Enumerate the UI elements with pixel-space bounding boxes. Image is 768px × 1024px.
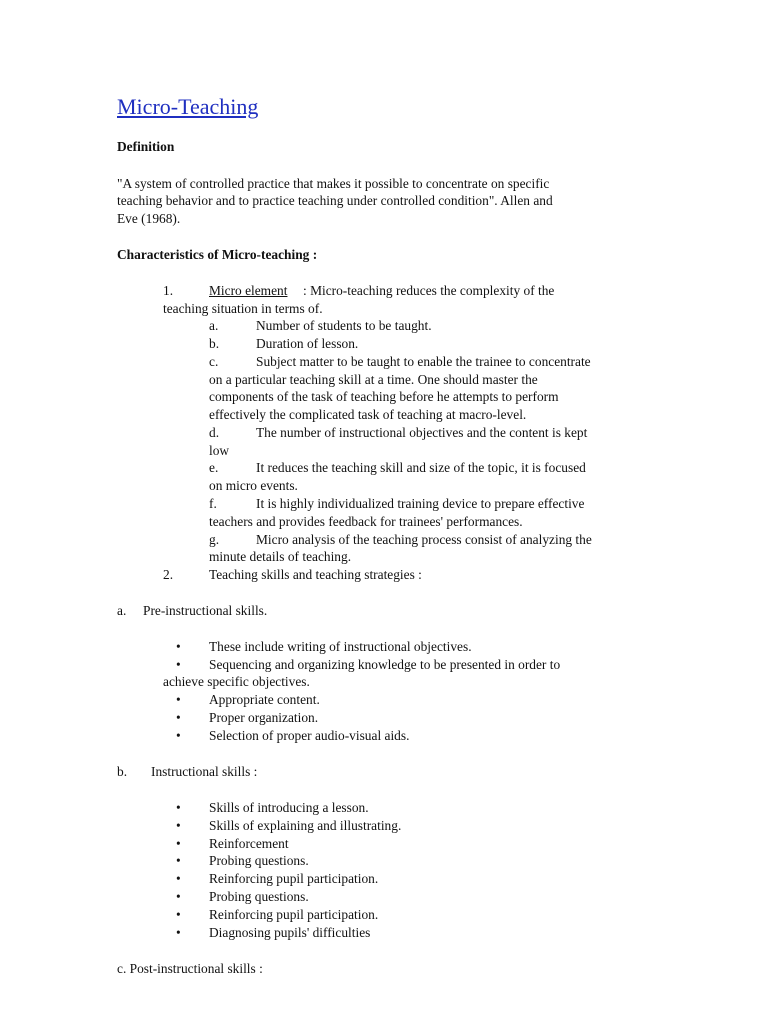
sub-item-text-continued: components of the task of teaching before he attempts to perform	[209, 389, 559, 404]
list-item: Appropriate content.	[209, 692, 320, 707]
characteristics-heading: Characteristics of Micro-teaching :	[117, 247, 318, 262]
bullet-icon: •	[176, 710, 181, 725]
bullet-icon: •	[176, 800, 181, 815]
sub-item-text: Duration of lesson.	[256, 336, 359, 351]
sub-item-text-continued: effectively the complicated task of teaching at macro-level.	[209, 407, 527, 422]
sub-item-text: It reduces the teaching skill and size of the topic, it is focused	[256, 460, 586, 475]
sub-item-letter: b.	[209, 336, 220, 351]
bullet-icon: •	[176, 639, 181, 654]
page-title[interactable]: Micro-Teaching	[117, 94, 259, 119]
section-b-heading: Instructional skills :	[151, 764, 258, 779]
item-1-text-continued: teaching situation in terms of.	[163, 301, 323, 316]
bullet-icon: •	[176, 925, 181, 940]
sub-item-text: It is highly individualized training device to prepare effective	[256, 496, 585, 511]
definition-line-1: "A system of controlled practice that makes it possible to concentrate on specific	[117, 176, 550, 191]
sub-item-letter: a.	[209, 318, 219, 333]
list-item: These include writing of instructional objectives.	[209, 639, 472, 654]
sub-item-letter: c.	[209, 354, 219, 369]
item-1-number: 1.	[163, 283, 174, 298]
sub-item-text: Number of students to be taught.	[256, 318, 432, 333]
sub-item-text: Subject matter to be taught to enable the trainee to concentrate	[256, 354, 591, 369]
sub-item-text: Micro analysis of the teaching process consist of analyzing the	[256, 532, 592, 547]
list-item: Reinforcement	[209, 836, 289, 851]
list-item: Proper organization.	[209, 710, 319, 725]
list-item: Reinforcing pupil participation.	[209, 907, 379, 922]
list-item: Reinforcing pupil participation.	[209, 871, 379, 886]
sub-item-text-continued: on a particular teaching skill at a time. One should master the	[209, 372, 538, 387]
section-a-heading: Pre-instructional skills.	[143, 603, 268, 618]
section-c-heading: c. Post-instructional skills :	[117, 961, 263, 976]
bullet-icon: •	[176, 871, 181, 886]
list-item: Skills of introducing a lesson.	[209, 800, 369, 815]
list-item: Probing questions.	[209, 889, 309, 904]
sub-item-text-continued: minute details of teaching.	[209, 549, 352, 564]
sub-item-text-continued: teachers and provides feedback for trainees' performances.	[209, 514, 523, 529]
bullet-icon: •	[176, 836, 181, 851]
sub-item-letter: g.	[209, 532, 220, 547]
bullet-icon: •	[176, 889, 181, 904]
list-item: Skills of explaining and illustrating.	[209, 818, 402, 833]
section-a-label: a.	[117, 603, 127, 618]
sub-item-text: The number of instructional objectives and the content is kept	[256, 425, 588, 440]
bullet-icon: •	[176, 818, 181, 833]
bullet-icon: •	[176, 728, 181, 743]
bullet-icon: •	[176, 657, 181, 672]
list-item: Sequencing and organizing knowledge to be presented in order to	[209, 657, 561, 672]
definition-line-2: teaching behavior and to practice teaching under controlled condition". Allen and	[117, 193, 553, 208]
bullet-icon: •	[176, 692, 181, 707]
list-item: Selection of proper audio-visual aids.	[209, 728, 410, 743]
sub-item-text-continued: low	[209, 443, 230, 458]
definition-line-3: Eve (1968).	[117, 211, 181, 226]
sub-item-letter: e.	[209, 460, 219, 475]
section-b-label: b.	[117, 764, 128, 779]
sub-item-text-continued: on micro events.	[209, 478, 298, 493]
sub-item-letter: d.	[209, 425, 220, 440]
micro-element-term: Micro element	[209, 283, 288, 298]
list-item: Probing questions.	[209, 853, 309, 868]
item-2-text: Teaching skills and teaching strategies :	[209, 567, 422, 582]
item-2-number: 2.	[163, 567, 174, 582]
sub-item-letter: f.	[209, 496, 217, 511]
item-1-text: : Micro-teaching reduces the complexity of the	[303, 283, 555, 298]
definition-heading: Definition	[117, 139, 175, 154]
list-item: Diagnosing pupils' difficulties	[209, 925, 371, 940]
bullet-icon: •	[176, 853, 181, 868]
bullet-icon: •	[176, 907, 181, 922]
list-item-continued: achieve specific objectives.	[163, 674, 310, 689]
